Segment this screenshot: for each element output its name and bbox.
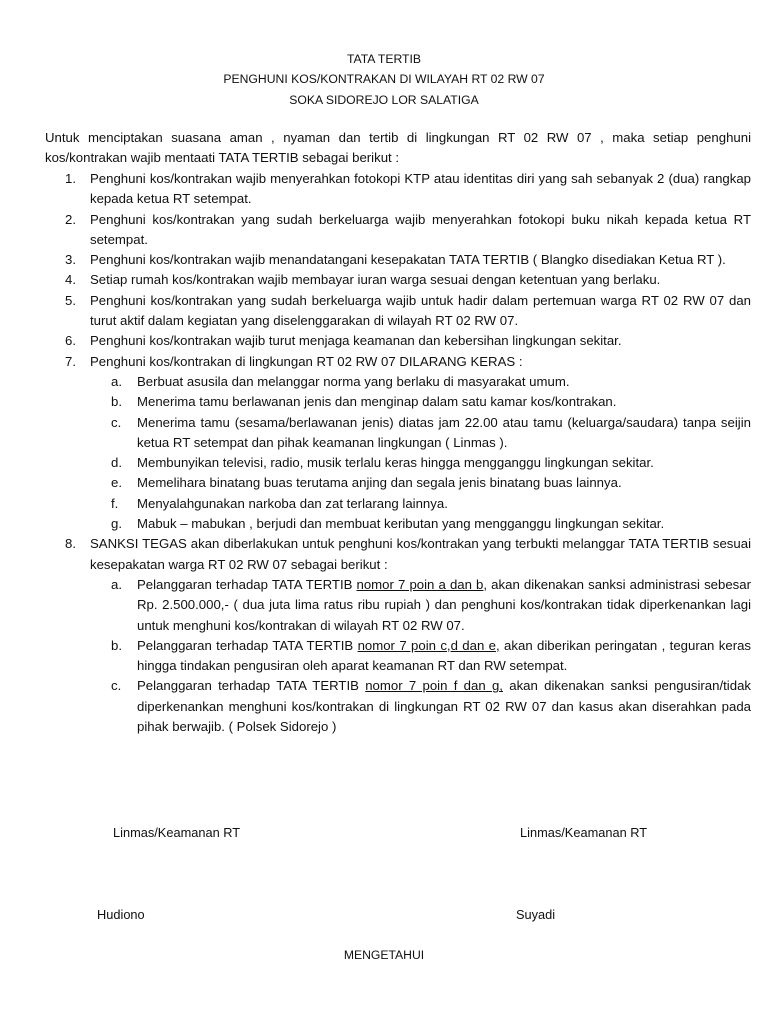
rule-number: 5. xyxy=(65,292,76,308)
sanction-reference: nomor 7 poin a dan b xyxy=(356,576,484,592)
sanction-letter: a. xyxy=(111,576,122,592)
sanction-reference: nomor 7 poin c,d dan e, xyxy=(357,637,500,653)
rule-number: 2. xyxy=(65,211,76,227)
prohibition-text: Menerima tamu (sesama/berlawanan jenis) diatas jam 22.00 atau tamu (keluarga/saudara) tanpa seijin ketua RT setempat dan pihak keamanan lingkungan ( Linmas ). xyxy=(137,414,751,450)
rule-item xyxy=(45,291,751,332)
rule-text: Penghuni kos/kontrakan wajib menandatangani kesepakatan TATA TERTIB ( Blangko disediakan Ketua RT ). xyxy=(90,252,726,268)
sanction-item xyxy=(90,636,751,677)
rule-item xyxy=(45,250,751,270)
rule-item xyxy=(45,169,751,210)
prohibition-text: Memelihara binatang buas terutama anjing dan segala jenis binatang buas lainnya. xyxy=(137,475,622,491)
sanction-reference: nomor 7 poin f dan g, xyxy=(365,678,503,694)
rule-number: 6. xyxy=(65,333,76,349)
rule-number: 4. xyxy=(65,272,76,288)
rule-item xyxy=(45,331,751,351)
rule-item-sanctions xyxy=(45,534,751,737)
prohibition-item xyxy=(90,514,751,534)
rule-number: 3. xyxy=(65,252,76,268)
prohibition-text: Membunyikan televisi, radio, musik terlalu keras hingga mengganggu lingkungan sekitar. xyxy=(137,455,654,471)
sanction-item xyxy=(90,575,751,636)
prohibition-letter: e. xyxy=(111,475,122,491)
rules-list xyxy=(45,169,751,737)
prohibition-letter: g. xyxy=(111,516,122,532)
sanction-text-pre: Pelanggaran terhadap TATA TERTIB xyxy=(137,637,358,653)
prohibition-item xyxy=(90,413,751,454)
rule-text: Penghuni kos/kontrakan wajib menyerahkan fotokopi KTP atau identitas diri yang sah sebanyak 2 (dua) rangkap kepada ketua RT setempat. xyxy=(90,171,751,207)
rule-text: Penghuni kos/kontrakan di lingkungan RT 02 RW 07 DILARANG KERAS : xyxy=(90,353,523,369)
prohibition-text: Menyalahgunakan narkoba dan zat terlarang lainnya. xyxy=(137,495,448,511)
sanction-text-pre: Pelanggaran terhadap TATA TERTIB xyxy=(137,576,357,592)
sanction-text: SANKSI TEGAS akan diberlakukan untuk penghuni kos/kontrakan yang terbukti melanggar TATA TERTIB sesuai kesepakatan warga RT 02 RW 07 sebagai berikut : xyxy=(90,536,751,572)
rule-item xyxy=(45,270,751,290)
rule-text: Penghuni kos/kontrakan wajib turut menjaga keamanan dan kebersihan lingkungan sekitar. xyxy=(90,333,622,349)
prohibition-item xyxy=(90,392,751,412)
sanction-text-post: , akan dikenakan sanksi administrasi sebesar Rp. 2.500.000,- ( dua juta lima ratus ribu rupiah ) dan penghuni kos/kontrakan tidak diperkenankan lagi untuk menghuni kos/kontrakan di wilayah RT 02 RW 07. xyxy=(137,576,752,633)
signature-name-left: Hudiono xyxy=(97,907,145,922)
sanction-letter: b. xyxy=(111,637,122,653)
prohibition-text: Menerima tamu berlawanan jenis dan menginap dalam satu kamar kos/kontrakan. xyxy=(137,394,617,410)
prohibition-item xyxy=(90,494,751,514)
sanctions-list xyxy=(90,575,751,737)
document-location: SOKA SIDOREJO LOR SALATIGA xyxy=(289,93,479,107)
rule-text: Setiap rumah kos/kontrakan wajib membayar iuran warga sesuai dengan ketentuan yang berlaku. xyxy=(90,272,661,288)
rule-number: 1. xyxy=(65,171,76,186)
prohibition-letter: d. xyxy=(111,455,122,471)
prohibition-item xyxy=(90,473,751,493)
prohibition-letter: b. xyxy=(111,394,122,410)
rule-text: Penghuni kos/kontrakan yang sudah berkeluarga wajib untuk hadir dalam pertemuan warga RT 02 RW 07 dan turut aktif dalam kegiatan yang diselenggarakan di wilayah RT 02 RW 07. xyxy=(90,292,751,329)
rule-number: 7. xyxy=(65,353,76,369)
document-title: TATA TERTIB xyxy=(346,52,422,66)
rule-item xyxy=(45,210,751,251)
document-subtitle: PENGHUNI KOS/KONTRAKAN DI WILAYAH RT 02 RW 07 xyxy=(223,72,545,86)
sanction-text-pre: Pelanggaran terhadap TATA TERTIB xyxy=(137,678,366,694)
rule-number: 8. xyxy=(65,536,76,552)
signature-role-right: Linmas/Keamanan RT xyxy=(520,825,648,840)
rule-text: Penghuni kos/kontrakan yang sudah berkeluarga wajib menyerahkan fotokopi buku nikah kepada ketua RT setempat. xyxy=(90,211,751,247)
sanction-text-post: akan diberikan peringatan , teguran keras hingga tindakan pengusiran oleh aparat keamanan RT dan RW setempat. xyxy=(137,637,752,674)
sanction-text-post: akan dikenakan sanksi pengusiran/tidak diperkenankan menghuni kos/kontrakan di lingkungan RT 02 RW 07 dan kasus akan diserahkan pada pihak berwajib. ( Polsek Sidorejo ) xyxy=(137,678,751,735)
prohibitions-list xyxy=(90,372,751,534)
prohibition-letter: f. xyxy=(111,495,119,511)
sanction-item xyxy=(90,676,751,737)
prohibition-item xyxy=(90,453,751,473)
prohibition-letter: c. xyxy=(111,414,122,430)
signature-role-left: Linmas/Keamanan RT xyxy=(113,825,241,840)
acknowledgement-heading: MENGETAHUI xyxy=(343,948,425,962)
intro-paragraph: Untuk menciptakan suasana aman , nyaman dan tertib di lingkungan RT 02 RW 07 , maka setiap penghuni kos/kontrakan wajib mentaati TATA TERTIB sebagai berikut : xyxy=(45,130,751,166)
sanction-letter: c. xyxy=(111,678,122,694)
signature-name-right: Suyadi xyxy=(516,907,556,922)
prohibition-item xyxy=(90,372,751,392)
prohibition-text: Mabuk – mabukan , berjudi dan membuat keributan yang mengganggu lingkungan sekitar. xyxy=(137,516,665,532)
prohibition-text: Berbuat asusila dan melanggar norma yang berlaku di masyarakat umum. xyxy=(137,373,570,389)
prohibition-letter: a. xyxy=(111,373,122,389)
rule-item-prohibitions xyxy=(45,352,751,535)
